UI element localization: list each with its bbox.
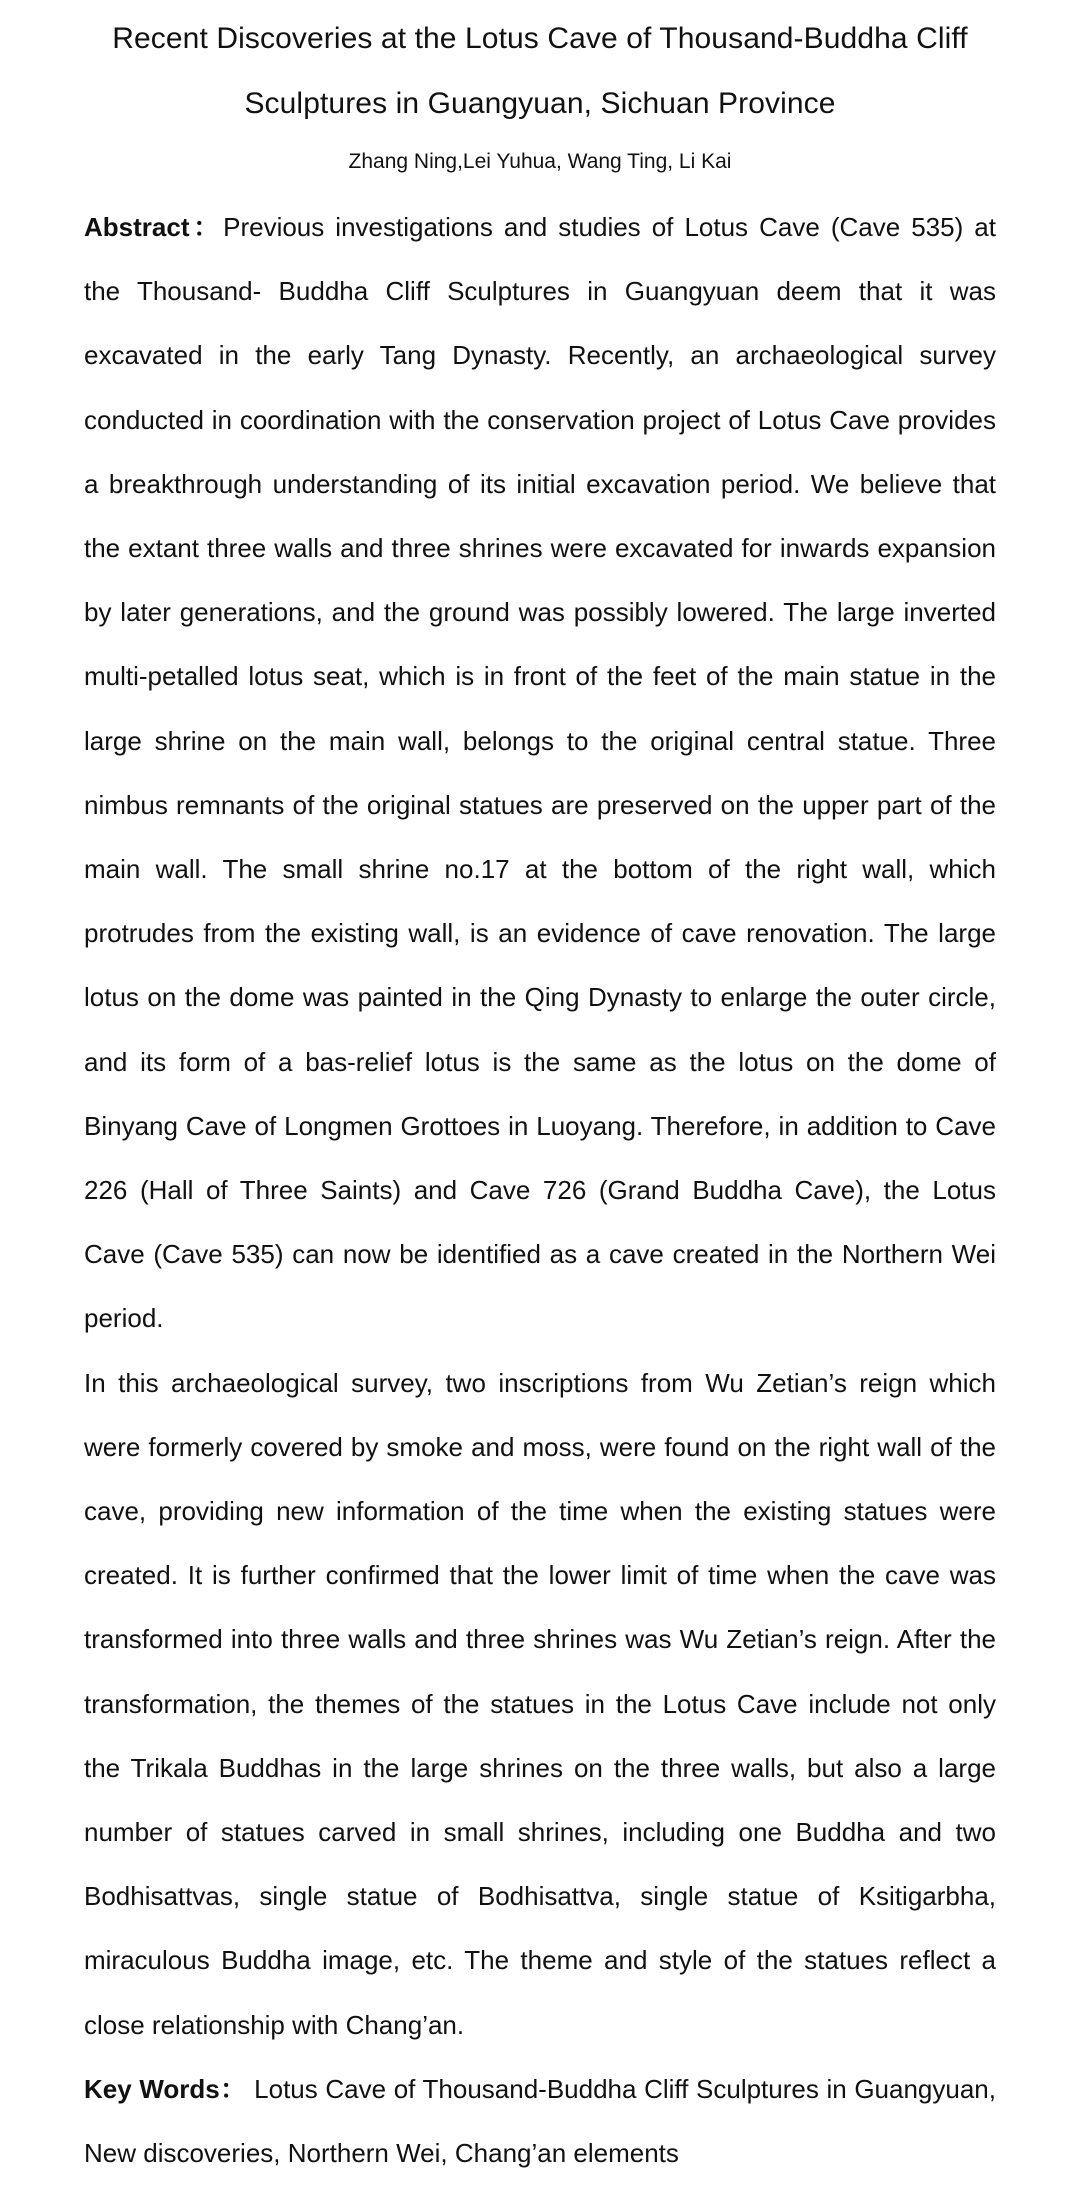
abstract-text-1: Previous investigations and studies of Lotus Cave (Cave 535) at the Thousand- Buddha Cliff Sculptures in Guangyuan deem that it was excavated in the early Tang Dynasty. Recently, an archaeological survey conducted in coordination with the conservation project of Lotus Cave provides a breakthrough understanding of its initial excavation period. We believe that the extant three walls and three shrines were excavated for inwards expansion by later generations, and the ground was possibly lowered. The large inverted multi-petalled lotus seat, which is in front of the feet of the main statue in the large shrine on the main wall, belongs to the original central statue. Three nimbus remnants of the original statues are preserved on the upper part of the main wall. The small shrine no.17 at the bottom of the right wall, which protrudes from the existing wall, is an evidence of cave renovation. The large lotus on the dome was painted in the Qing Dynasty to enlarge the outer circle, and its form of a bas-relief lotus is the same as the lotus on the dome of Binyang Cave of Longmen Grottoes in Luoyang. Therefore, in addition to Cave 226 (Hall of Three Saints) and Cave 726 (Grand Buddha Cave), the Lotus Cave (Cave 535) can now be identified as a cave created in the Northern Wei period. [84,212,996,1334]
abstract-label: Abstract： [84,212,224,242]
keywords-text: Lotus Cave of Thousand-Buddha Cliff Sculptures in Guangyuan, New discoveries, Northern Wei, Chang’an elements [84,2073,996,2169]
keywords-label: Key Words： [84,2073,247,2104]
abstract-paragraph-1 [84,195,996,1351]
paper-title [84,0,996,136]
title-line-2: Sculptures in Guangyuan, Sichuan Province [244,87,836,120]
title-line-1: Recent Discoveries at the Lotus Cave of Thousand-Buddha Cliff [112,22,968,55]
abstract-text-2: In this archaeological survey, two inscriptions from Wu Zetian’s reign which were formerly covered by smoke and moss, were found on the right wall of the cave, providing new information of the time when the existing statues were created. It is further confirmed that the lower limit of time when the cave was transformed into three walls and three shrines was Wu Zetian’s reign. After the transformation, the themes of the statues in the Lotus Cave include not only the Trikala Buddhas in the large shrines on the three walls, but also a large number of statues carved in small shrines, including one Buddha and two Bodhisattvas, single statue of Bodhisattva, single statue of Ksitigarbha, miraculous Buddha image, etc. The theme and style of the statues reflect a close relationship with Chang’an. [84,1367,996,2040]
author-list: Zhang Ning,Lei Yuhua, Wang Ting, Li Kai [348,150,732,173]
keywords-paragraph [84,2057,996,2185]
abstract-paragraph-2 [84,1351,996,2057]
